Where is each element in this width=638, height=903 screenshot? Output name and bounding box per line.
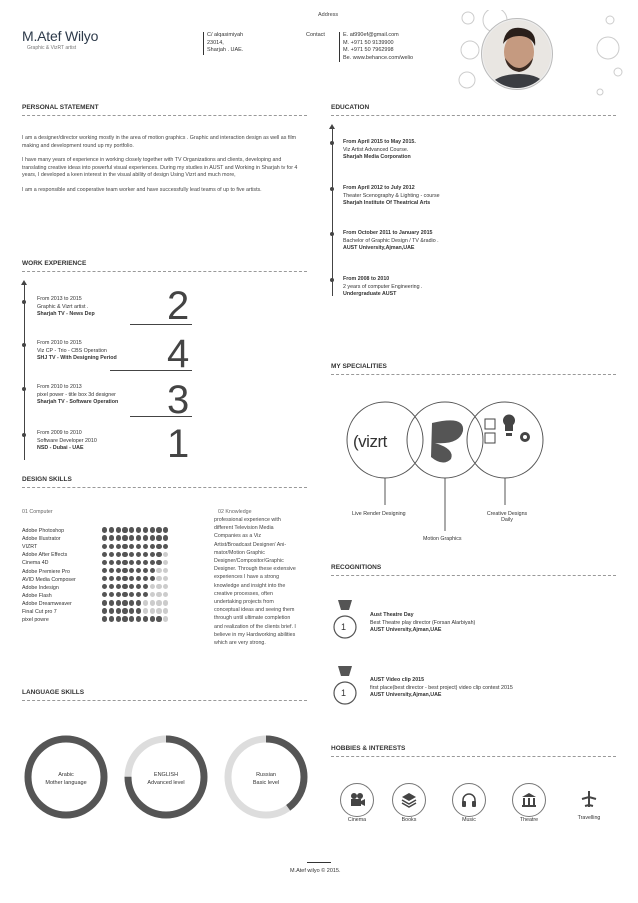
rating-dot: [143, 535, 148, 540]
edu-org: AUST University,Ajman,UAE: [343, 245, 415, 252]
knowledge-label: 02 Knowledge: [218, 509, 252, 515]
skill-name: Adobe Flash: [22, 592, 52, 599]
rating-dot: [102, 544, 107, 549]
edu-course: Theater Scenography & Lighting - course: [343, 192, 440, 199]
work-org: Sharjah TV - Software Operation: [37, 399, 119, 406]
rating-dot: [122, 592, 127, 597]
rating-dot: [136, 527, 141, 532]
language-skills-title: LANGUAGE SKILLS: [22, 689, 85, 696]
contact-block: [339, 32, 413, 62]
skill-rating: [102, 535, 170, 542]
rating-dot: [163, 535, 168, 540]
work-period: From 2010 to 2015: [37, 340, 82, 346]
rating-dot: [136, 560, 141, 565]
rating-dot: [116, 568, 121, 573]
knowledge-text: professional experience with different Television Media Companies as a Viz Artist/Broadcast Designer/ Ani-mator/Motion Graphic Designer/Compositor/Graphic Designer. Through these extensive experiences I have a strong knowledge and insight into the creative processes, often undertaking projects from conceptual ideas and seeing them through until ultimate completion and realization of the clients brief. I believe in my Hardworking abilities which are very strong.: [214, 517, 296, 647]
rating-dot: [163, 576, 168, 581]
rating-dot: [143, 568, 148, 573]
rating-dot: [156, 616, 161, 621]
work-number: 1: [167, 422, 190, 466]
rating-dot: [136, 568, 141, 573]
recognition-entry: [370, 677, 513, 700]
speciality-label: Live Render Designing: [352, 511, 406, 517]
skill-name: Adobe Premiere Pro: [22, 568, 70, 575]
speciality-label: Motion Graphics: [423, 536, 462, 542]
skill-rating: [102, 560, 170, 567]
rating-dot: [129, 576, 134, 581]
hobby-label: Cinema: [347, 817, 367, 823]
hobbies-title: HOBBIES & INTERESTS: [331, 745, 406, 752]
rating-dot: [136, 535, 141, 540]
address-line: 23014,: [207, 39, 224, 46]
skill-name: Adobe After Effects: [22, 552, 68, 559]
rating-dot: [129, 560, 134, 565]
edu-period: From April 2015 to May 2015.: [343, 139, 416, 145]
rating-dot: [122, 608, 127, 613]
timeline-dot: [22, 343, 26, 347]
rating-dot: [102, 592, 107, 597]
rating-dot: [163, 552, 168, 557]
skill-row: [22, 616, 170, 624]
language-name: ENGLISH: [153, 772, 179, 778]
education-entry: [343, 230, 439, 253]
rating-dot: [122, 544, 127, 549]
rating-dot: [150, 592, 155, 597]
contact-email[interactable]: E. at990ef@gmail.com: [343, 32, 399, 38]
skill-name: Adobe Illustrator: [22, 536, 61, 543]
hobby-music: [452, 783, 486, 817]
rating-dot: [129, 552, 134, 557]
rating-dot: [156, 527, 161, 532]
rating-dot: [156, 544, 161, 549]
rating-dot: [163, 527, 168, 532]
speciality-label: Creative Designs Daily: [486, 511, 528, 523]
skill-name: Adobe Photoshop: [22, 528, 65, 535]
books-icon: [401, 792, 417, 808]
language-name: Arabic: [58, 772, 74, 778]
work-role: Software Developer 2010: [37, 437, 97, 444]
contact-label: Contact: [306, 32, 325, 38]
skill-name: Cinema 4D: [22, 560, 49, 567]
computer-label: 01 Computer: [22, 509, 53, 515]
rating-dot: [156, 576, 161, 581]
skill-rating: [102, 584, 170, 591]
rating-dot: [136, 544, 141, 549]
rating-dot: [163, 608, 168, 613]
skill-row: [22, 551, 170, 559]
skill-rating: [102, 568, 170, 575]
rating-dot: [143, 576, 148, 581]
theatre-icon: [521, 792, 537, 808]
edu-period: From 2008 to 2010: [343, 276, 390, 282]
work-entry: [37, 384, 118, 407]
recognition-title: AUST Video clip 2015: [370, 677, 425, 683]
motion-graphics-icon: [431, 420, 463, 462]
skill-rating: [102, 592, 170, 599]
skill-rating: [102, 552, 170, 559]
recognition-org: AUST University,Ajman,UAE: [370, 627, 442, 634]
recognitions-title: RECOGNITIONS: [331, 564, 382, 571]
skill-rating: [102, 576, 170, 583]
rating-dot: [150, 568, 155, 573]
rating-dot: [102, 535, 107, 540]
hobby-label: Theatre: [519, 817, 539, 823]
rating-dot: [136, 616, 141, 621]
skill-rating: [102, 616, 170, 623]
specialities-title: MY SPECIALITIES: [331, 363, 387, 370]
rating-dot: [122, 600, 127, 605]
rating-dot: [143, 584, 148, 589]
rating-dot: [156, 560, 161, 565]
edu-period: From April 2012 to July 2012: [343, 185, 415, 191]
rating-dot: [156, 600, 161, 605]
resume-name: M.Atef Wilyo: [22, 28, 99, 44]
rating-dot: [163, 560, 168, 565]
section-divider: [22, 115, 307, 116]
footer-rule: [307, 862, 331, 863]
rating-dot: [136, 584, 141, 589]
contact-mobile-1: M. +971 50 9139900: [343, 39, 394, 46]
rating-dot: [116, 535, 121, 540]
work-entry: [37, 430, 97, 453]
rating-dot: [109, 560, 114, 565]
work-period: From 2009 to 2010: [37, 430, 82, 436]
work-org: SHJ TV - With Designing Period: [37, 355, 117, 362]
rating-dot: [156, 584, 161, 589]
skill-rating: [102, 544, 170, 551]
rating-dot: [163, 568, 168, 573]
rating-dot: [129, 544, 134, 549]
skills-list: [22, 527, 170, 624]
medal-icon: [333, 600, 357, 642]
timeline-dot: [330, 141, 334, 145]
address-line: Sharjah . UAE.: [207, 47, 244, 53]
airplane-icon: [580, 790, 598, 808]
work-role: pixel power - title box 3d designer: [37, 391, 116, 398]
skill-row: [22, 608, 170, 616]
rating-dot: [122, 552, 127, 557]
language-rings: [22, 735, 312, 825]
profile-photo: [481, 18, 553, 90]
rating-dot: [150, 544, 155, 549]
recognition-title: Aust Theatre Day: [370, 612, 414, 618]
skill-row: [22, 567, 170, 575]
hobby-label: Books: [401, 817, 417, 823]
resume-subtitle: Graphic & VizRT artist: [27, 45, 77, 51]
edu-org: Sharjah Media Corporation: [343, 154, 411, 161]
rating-dot: [109, 600, 114, 605]
rating-dot: [102, 552, 107, 557]
skill-row: [22, 543, 170, 551]
rating-dot: [150, 552, 155, 557]
section-divider: [331, 756, 616, 757]
edu-course: 2 years of computer Engineering .: [343, 283, 423, 290]
rating-dot: [143, 600, 148, 605]
edu-org: Sharjah Institute Of Theatrical Arts: [343, 200, 431, 207]
education-timeline: [332, 128, 333, 296]
rating-dot: [150, 576, 155, 581]
rating-dot: [129, 568, 134, 573]
rating-dot: [129, 608, 134, 613]
statement-paragraph: I have many years of experience in working closely together with TV Organizations and clients, developing and translating creative ideas into powerful visual experiences. During my studies in AUST and Working in Sharjah tv for 4 years, I developed a keen interest in the visual ability of design Using Vizrt and much more,: [22, 157, 298, 179]
contact-mobile-2: M. +971 50 7962998: [343, 47, 394, 53]
timeline-dot: [22, 433, 26, 437]
rating-dot: [116, 584, 121, 589]
rating-dot: [143, 527, 148, 532]
rating-dot: [129, 535, 134, 540]
rating-dot: [122, 616, 127, 621]
number-underline: [110, 370, 192, 371]
hobby-theatre: [512, 783, 546, 817]
work-org: Sharjah TV - News Dep: [37, 311, 95, 318]
rating-dot: [136, 592, 141, 597]
edu-course: Bachelor of Graphic Design / TV &radio .: [343, 237, 439, 244]
rating-dot: [143, 544, 148, 549]
work-role: Viz CP - Trio - CBS Operation: [37, 347, 107, 354]
section-divider: [22, 271, 307, 272]
rating-dot: [116, 600, 121, 605]
work-org: NSD - Dubai - UAE: [37, 445, 84, 452]
skill-row: [22, 584, 170, 592]
skill-name: Adobe Dreamweaver: [22, 600, 72, 607]
rating-dot: [129, 592, 134, 597]
timeline-dot: [330, 232, 334, 236]
recognition-entry: [370, 612, 475, 635]
language-level: Mother language: [45, 780, 87, 786]
recognition-detail: Best Theatre play director (Forsan Alarbiyah): [370, 619, 476, 626]
education-title: EDUCATION: [331, 104, 370, 111]
education-entry: [343, 185, 440, 208]
rating-dot: [116, 616, 121, 621]
rating-dot: [163, 584, 168, 589]
work-role: Graphic & Vizrt artist .: [37, 303, 89, 310]
rating-dot: [129, 527, 134, 532]
hobby-label: Travelling: [577, 815, 601, 821]
work-number: 2: [167, 284, 190, 328]
rating-dot: [102, 568, 107, 573]
rating-dot: [163, 544, 168, 549]
rating-dot: [109, 527, 114, 532]
rating-dot: [116, 527, 121, 532]
rating-dot: [122, 560, 127, 565]
address-label: Address: [318, 12, 339, 18]
address-block: [203, 32, 243, 55]
rating-dot: [122, 527, 127, 532]
language-name: Russian: [256, 772, 276, 778]
rating-dot: [156, 535, 161, 540]
skill-name: pixel powre: [22, 617, 49, 624]
lightbulb-icon: [503, 415, 515, 431]
section-divider: [22, 700, 307, 701]
skill-row: [22, 592, 170, 600]
rating-dot: [163, 592, 168, 597]
skill-name: VIZRT: [22, 544, 38, 551]
rating-dot: [116, 560, 121, 565]
rating-dot: [102, 608, 107, 613]
edu-org: Undergraduate AUST: [343, 291, 397, 298]
rating-dot: [122, 584, 127, 589]
vizrt-logo: (vizrt: [353, 432, 387, 451]
skill-row: [22, 600, 170, 608]
rating-dot: [143, 608, 148, 613]
education-entry: [343, 276, 423, 299]
skill-rating: [102, 600, 170, 607]
skill-row: [22, 559, 170, 567]
rating-dot: [136, 552, 141, 557]
hobby-travelling: [580, 790, 598, 810]
rating-dot: [102, 600, 107, 605]
personal-statement-title: PERSONAL STATEMENT: [22, 104, 99, 111]
work-number: 4: [167, 332, 190, 376]
rating-dot: [109, 584, 114, 589]
rating-dot: [109, 535, 114, 540]
rating-dot: [143, 552, 148, 557]
skill-name: AVID Media Composer: [22, 576, 76, 583]
language-level: Basic level: [252, 780, 280, 786]
skill-row: [22, 527, 170, 535]
section-divider: [331, 374, 616, 375]
rating-dot: [136, 576, 141, 581]
hobby-books: [392, 783, 426, 817]
camera-icon: [349, 792, 365, 808]
rating-dot: [102, 527, 107, 532]
education-entry: [343, 139, 416, 162]
rating-dot: [143, 560, 148, 565]
headphones-icon: [461, 792, 477, 808]
rating-dot: [150, 535, 155, 540]
work-entry: [37, 296, 95, 319]
rating-dot: [156, 568, 161, 573]
rating-dot: [129, 616, 134, 621]
skill-name: Adobe Indesign: [22, 584, 59, 591]
personal-statement-body: [22, 135, 307, 195]
skill-rating: [102, 527, 170, 534]
vizrt-logo-text: vizrt: [358, 432, 387, 451]
skill-name: Final Cut pro 7: [22, 608, 57, 615]
timeline-dot: [22, 387, 26, 391]
recognition-detail: first place(best director - best project) video clip contest 2015: [370, 684, 513, 691]
statement-paragraph: I am a designer/director working mostly in the area of motion graphics . Graphic and interaction design as well as film making and development round up my portfolio.: [22, 135, 297, 149]
recognition-org: AUST University,Ajman,UAE: [370, 692, 442, 699]
rating-dot: [150, 608, 155, 613]
design-skills-title: DESIGN SKILLS: [22, 476, 72, 483]
rating-dot: [102, 616, 107, 621]
rating-dot: [109, 568, 114, 573]
address-line: C/ alqasimiyah: [207, 32, 244, 38]
work-experience-title: WORK EXPERIENCE: [22, 260, 87, 267]
hobby-label: Music: [462, 817, 476, 823]
work-period: From 2010 to 2013: [37, 384, 82, 390]
rating-dot: [102, 584, 107, 589]
edu-period: From October 2011 to January 2015: [343, 230, 433, 236]
timeline-dot: [22, 300, 26, 304]
timeline-dot: [330, 187, 334, 191]
rating-dot: [109, 592, 114, 597]
section-divider: [331, 575, 616, 576]
rating-dot: [116, 592, 121, 597]
rating-dot: [150, 616, 155, 621]
rating-dot: [163, 600, 168, 605]
rating-dot: [109, 608, 114, 613]
rating-dot: [150, 527, 155, 532]
rating-dot: [109, 544, 114, 549]
rating-dot: [116, 608, 121, 613]
section-divider: [331, 115, 616, 116]
rating-dot: [156, 608, 161, 613]
skill-rating: [102, 608, 170, 615]
number-underline: [130, 416, 192, 417]
rating-dot: [109, 576, 114, 581]
rating-dot: [150, 560, 155, 565]
rating-dot: [136, 608, 141, 613]
work-number: 3: [167, 378, 190, 422]
hobby-cinema: [340, 783, 374, 817]
work-period: From 2013 to 2015: [37, 296, 82, 302]
rating-dot: [129, 600, 134, 605]
medal-rank: 1: [341, 688, 347, 698]
rating-dot: [156, 552, 161, 557]
skill-row: [22, 576, 170, 584]
rating-dot: [116, 552, 121, 557]
skill-row: [22, 535, 170, 543]
rating-dot: [150, 584, 155, 589]
rating-dot: [122, 535, 127, 540]
rating-dot: [136, 600, 141, 605]
number-underline: [130, 324, 192, 325]
contact-behance[interactable]: Be. www.behance.com/welio: [343, 54, 414, 61]
rating-dot: [116, 576, 121, 581]
medal-rank: 1: [341, 622, 347, 632]
statement-paragraph: I am a responsible and cooperative team worker and have successfully lead teams of up to five artists.: [22, 186, 262, 193]
timeline-dot: [330, 278, 334, 282]
rating-dot: [150, 600, 155, 605]
footer-copyright: M.Atef wilyo © 2015.: [290, 868, 341, 874]
rating-dot: [102, 560, 107, 565]
rating-dot: [143, 592, 148, 597]
edu-course: Viz Artist Advanced Course.: [343, 146, 409, 153]
language-level: Advanced level: [147, 780, 185, 786]
rating-dot: [122, 568, 127, 573]
rating-dot: [156, 592, 161, 597]
rating-dot: [116, 544, 121, 549]
work-entry: [37, 340, 117, 363]
rating-dot: [109, 616, 114, 621]
rating-dot: [122, 576, 127, 581]
rating-dot: [129, 584, 134, 589]
rating-dot: [102, 576, 107, 581]
rating-dot: [143, 616, 148, 621]
rating-dot: [109, 552, 114, 557]
section-divider: [22, 487, 307, 488]
medal-icon: [333, 666, 357, 708]
rating-dot: [163, 616, 168, 621]
